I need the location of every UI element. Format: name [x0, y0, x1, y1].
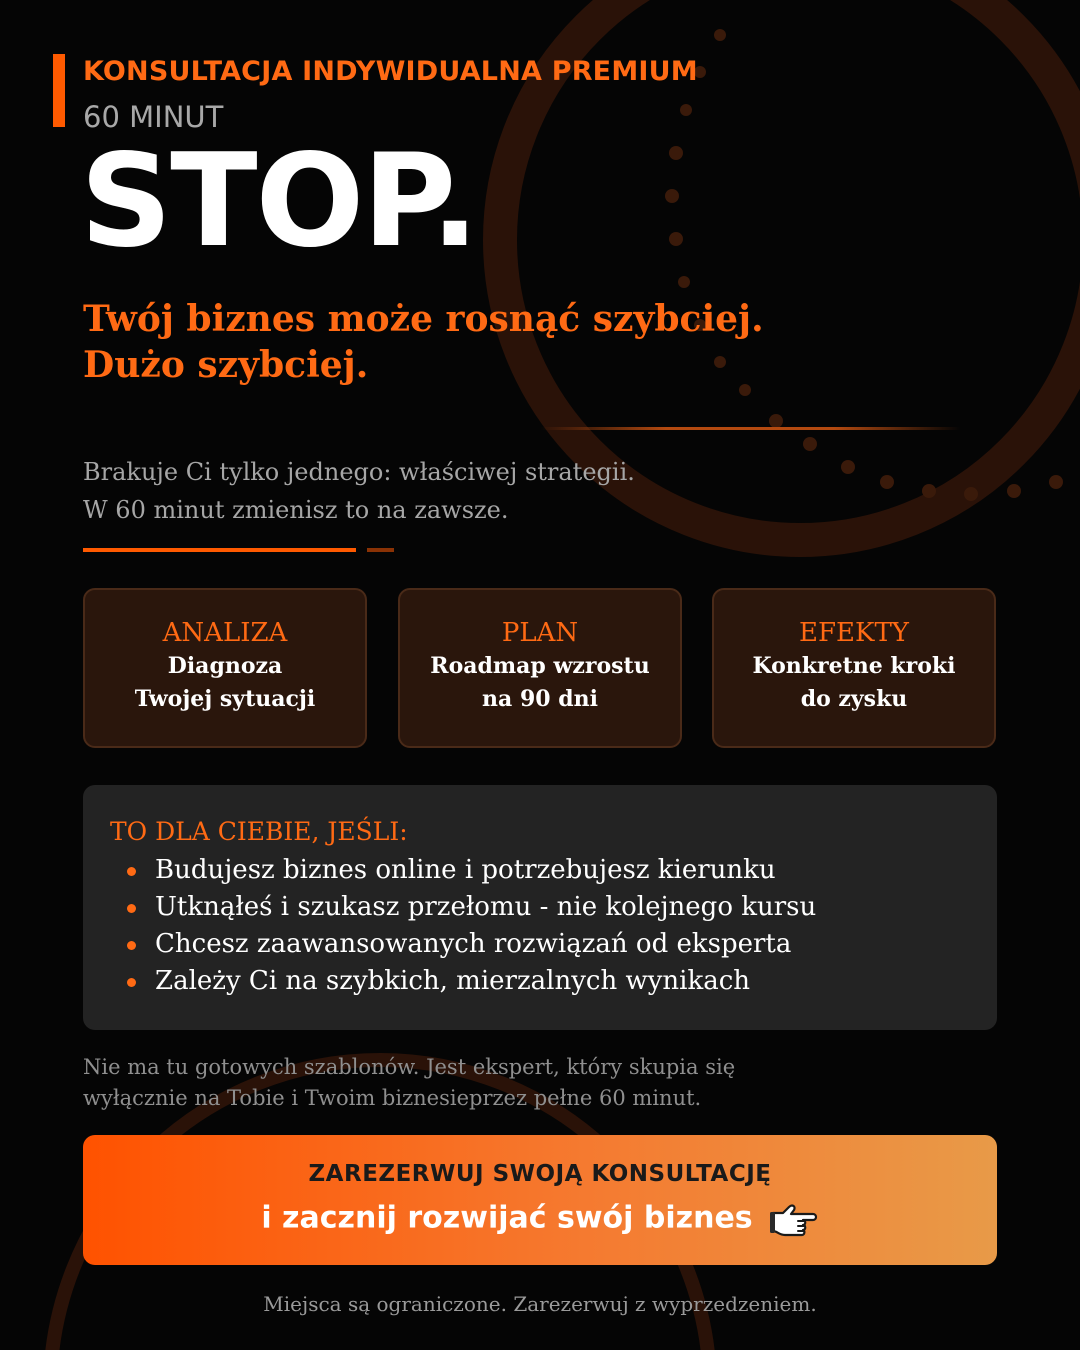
list-item	[127, 926, 816, 963]
footer-text: Miejsca są ograniczone. Zarezerwuj z wyprzedzeniem.	[263, 1292, 817, 1316]
divider	[540, 427, 960, 430]
cta-line-1: ZAREZERWUJ SWOJĄ KONSULTACJĘ	[308, 1161, 772, 1187]
bullet-icon	[127, 941, 136, 950]
list-item-text: Zależy Ci na szybkich, mierzalnych wynikach	[155, 966, 751, 996]
card-line: Diagnoza	[167, 653, 283, 679]
underline-accent	[83, 548, 356, 552]
cta-line-2-wrapper	[83, 1199, 997, 1239]
intro-line-2: W 60 minut zmienisz to na zawsze.	[83, 496, 509, 524]
card-line: Roadmap wzrostu	[430, 653, 650, 679]
headline-line-1: Twój biznes może rosnąć szybciej.	[83, 298, 764, 340]
list-item-text: Budujesz biznes online i potrzebujesz kierunku	[155, 855, 776, 885]
audience-title: TO DLA CIEBIE, JEŚLI:	[110, 817, 408, 846]
underline-accent-short	[367, 548, 394, 552]
card-line: na 90 dni	[482, 686, 598, 712]
book-consultation-button[interactable]	[83, 1135, 997, 1265]
accent-bar	[53, 54, 65, 127]
note-text	[83, 1052, 735, 1114]
card-title: EFEKTY	[799, 618, 909, 648]
card-analiza	[83, 588, 367, 748]
headline	[83, 296, 764, 388]
list-item-text: Utknąłeś i szukasz przełomu - nie kolejnego kursu	[155, 892, 817, 922]
list-item	[127, 852, 816, 889]
cta-line-2: i zacznij rozwijać swój biznes	[261, 1200, 753, 1236]
list-item	[127, 963, 816, 1000]
audience-list	[127, 852, 816, 1000]
list-item-text: Chcesz zaawansowanych rozwiązań od eksperta	[155, 929, 792, 959]
bullet-icon	[127, 867, 136, 876]
bullet-icon	[127, 978, 136, 987]
intro-text	[83, 453, 635, 529]
bullet-icon	[127, 904, 136, 913]
intro-line-1: Brakuje Ci tylko jednego: właściwej strategii.	[83, 458, 635, 486]
card-plan	[398, 588, 682, 748]
pointing-hand-icon	[769, 1199, 819, 1239]
list-item	[127, 889, 816, 926]
headline-line-2: Dużo szybciej.	[83, 344, 369, 386]
card-line: do zysku	[800, 686, 908, 712]
card-line: Konkretne kroki	[752, 653, 956, 679]
duration-label: 60 MINUT	[83, 100, 224, 134]
eyebrow-label: KONSULTACJA INDYWIDUALNA PREMIUM	[83, 56, 698, 87]
card-title: ANALIZA	[162, 618, 288, 648]
page-title: STOP.	[80, 127, 478, 276]
audience-panel	[83, 785, 997, 1030]
note-line-1: Nie ma tu gotowych szablonów. Jest ekspert, który skupia się	[83, 1055, 736, 1079]
card-title: PLAN	[501, 618, 579, 648]
card-efekty	[712, 588, 996, 748]
card-line: Twojej sytuacji	[134, 686, 316, 712]
note-line-2: wyłącznie na Tobie i Twoim biznesieprzez pełne 60 minut.	[83, 1086, 702, 1110]
